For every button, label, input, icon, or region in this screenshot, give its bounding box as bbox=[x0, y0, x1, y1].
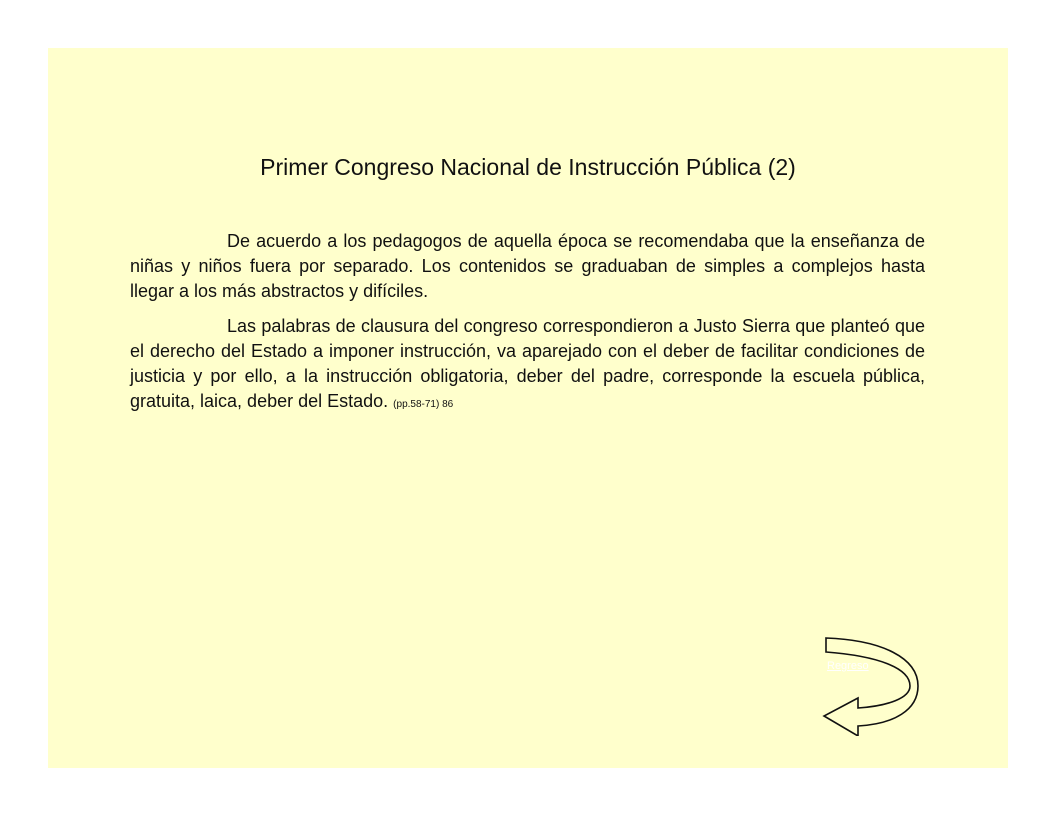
citation: (pp.58-71) 86 bbox=[393, 399, 454, 410]
curved-return-arrow-icon bbox=[822, 636, 922, 736]
return-button[interactable] bbox=[822, 636, 922, 736]
slide bbox=[48, 48, 1008, 768]
paragraph-1 bbox=[130, 229, 925, 304]
paragraph-2 bbox=[130, 314, 925, 417]
paragraph-1-text: De acuerdo a los pedagogos de aquella época se recomendaba que la enseñanza de niñas y niños fuera por separado. Los contenidos se graduaban de simples a complejos hasta llegar a los más abstractos y difíciles. bbox=[130, 231, 925, 301]
paragraph-2-text: Las palabras de clausura del congreso correspondieron a Justo Sierra que planteó que el derecho del Estado a imponer instrucción, va aparejado con el deber de facilitar condiciones de justicia y por ello, a la instrucción obligatoria, deber del padre, corresponde la escuela pública, gratuita, laica, deber del Estado. bbox=[130, 316, 925, 411]
slide-title: Primer Congreso Nacional de Instrucción Pública (2) bbox=[260, 154, 796, 180]
slide-body bbox=[130, 229, 925, 427]
return-label[interactable]: Regreso bbox=[827, 660, 869, 672]
